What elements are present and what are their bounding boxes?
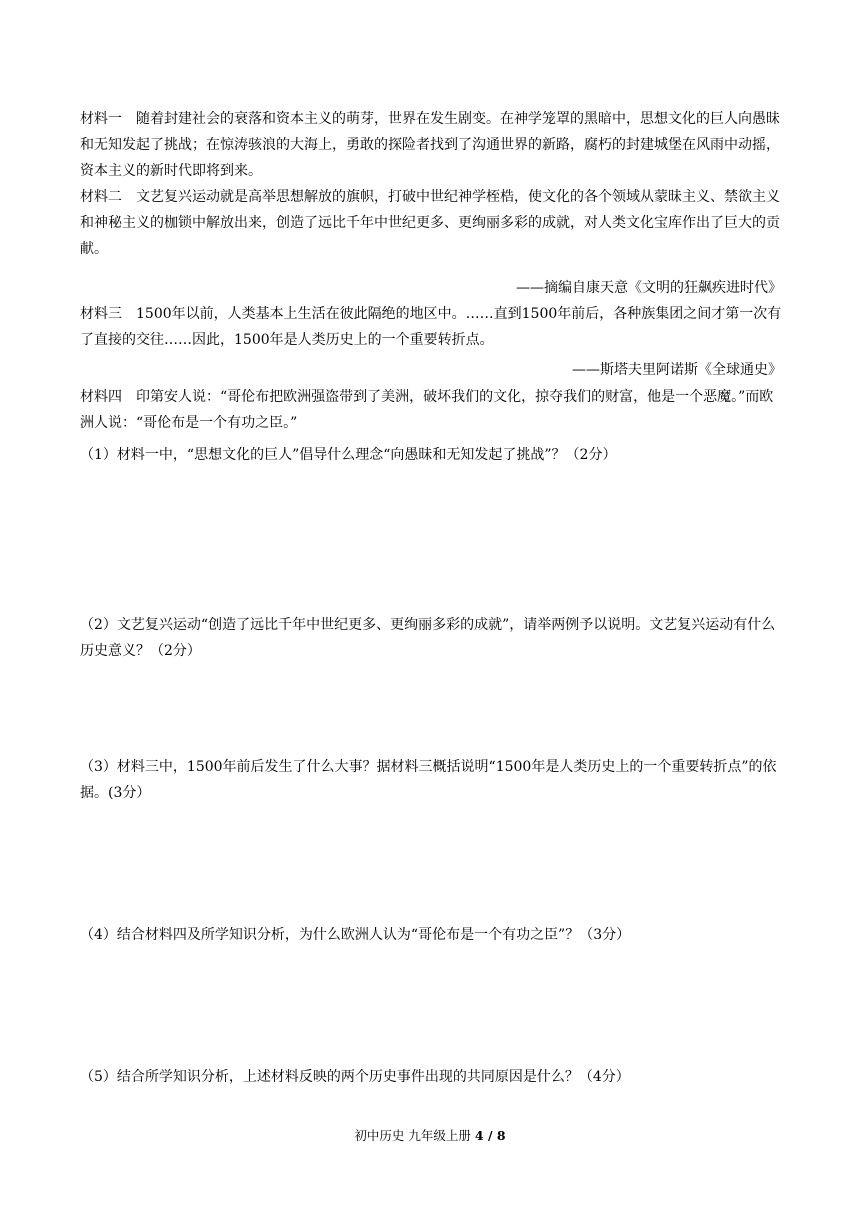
answer-space-1[interactable] [80, 470, 784, 582]
answer-space-3[interactable] [80, 808, 784, 912]
answer-space-4[interactable] [80, 950, 784, 1054]
question-1: （1）材料一中，“思想文化的巨人”倡导什么理念“向愚昧和无知发起了挑战”？（2分） [80, 447, 617, 463]
material-3-label: 材料三 [80, 306, 122, 322]
footer-subject: 初中历史 九年级上册 [354, 1128, 471, 1143]
question-3: （3）材料三中，1500年前后发生了什么大事？据材料三概括说明“1500年是人类历史上的一个重要转折点”的依据。(3分） [80, 759, 777, 801]
material-4-label: 材料四 [80, 389, 122, 405]
material-4 [80, 384, 784, 436]
question-5: （5）结合所学知识分析，上述材料反映的两个历史事件出现的共同原因是什么？（4分） [80, 1069, 630, 1085]
material-1 [80, 106, 784, 184]
material-3 [80, 301, 784, 353]
question-2: （2）文艺复兴运动“创造了远比千年中世纪更多、更绚丽多彩的成就”，请举两例予以说明。文艺复兴运动有什么历史意义？（2分） [80, 617, 776, 659]
material-2-source: ——摘编自康天意《文明的狂飙疾进时代》 [516, 280, 782, 296]
material-1-label: 材料一 [80, 111, 122, 127]
material-2-text: 文艺复兴运动就是高举思想解放的旗帜，打破中世纪神学桎梏，使文化的各个领域从蒙昧主义、禁欲主义和神秘主义的枷锁中解放出来，创造了远比千年中世纪更多、更绚丽多彩的成就，对人类文化宝库作出了巨大的贡献。 [80, 189, 780, 257]
question-4: （4）结合材料四及所学知识分析，为什么欧洲人认为“哥伦布是一个有功之臣”？（3分） [80, 927, 631, 943]
material-3-source: ——斯塔夫里阿诺斯《全球通史》 [572, 362, 782, 378]
material-2-label: 材料二 [80, 189, 122, 205]
material-1-text: 随着封建社会的衰落和资本主义的萌芽，世界在发生剧变。在神学笼罩的黑暗中，思想文化的巨人向愚昧和无知发起了挑战；在惊涛骇浪的大海上，勇敢的探险者找到了沟通世界的新路，腐朽的封建城堡在风雨中动摇，资本主义的新时代即将到来。 [80, 111, 780, 179]
material-2 [80, 184, 784, 262]
answer-space-2[interactable] [80, 666, 784, 750]
footer-page-number: 4 / 8 [474, 1128, 506, 1143]
material-4-text: 印第安人说：“哥伦布把欧洲强盗带到了美洲，破坏我们的文化，掠夺我们的财富，他是一个恶魔。”而欧洲人说：“哥伦布是一个有功之臣。” [80, 389, 774, 431]
page-footer [0, 1127, 860, 1145]
material-3-text: 1500年以前，人类基本上生活在彼此隔绝的地区中。……直到1500年前后，各种族集团之间才第一次有了直接的交往……因此，1500年是人类历史上的一个重要转折点。 [80, 306, 782, 348]
